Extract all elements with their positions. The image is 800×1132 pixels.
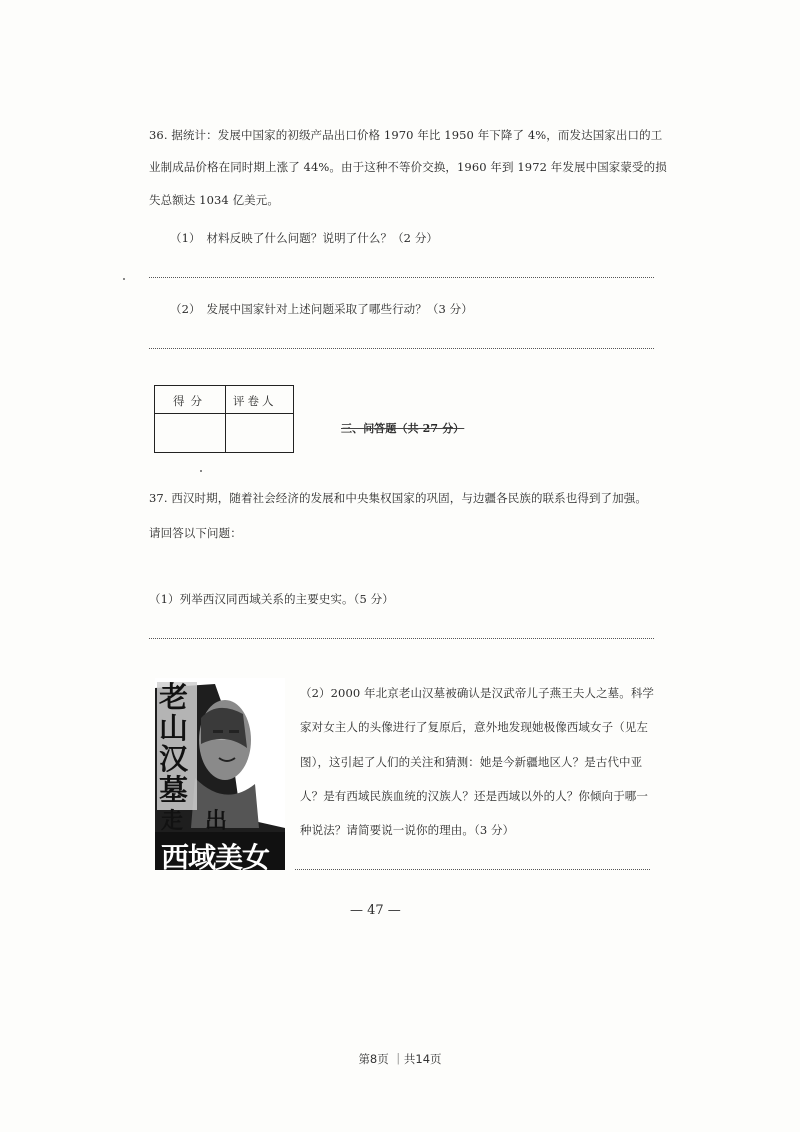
q36-subquestion-1: （1） 材料反映了什么问题？说明了什么？（2 分） [170, 231, 439, 245]
table-divider [225, 386, 226, 452]
answer-line [149, 277, 654, 278]
q36-subquestion-2: （2） 发展中国家针对上述问题采取了哪些行动？（3 分） [170, 302, 473, 316]
section-heading: 三、问答题（共 27 分） [341, 422, 465, 435]
answer-line [149, 348, 654, 349]
q37-subquestion-2-line-1: （2）2000 年北京老山汉墓被确认是汉武帝儿子燕王夫人之墓。科学 [300, 686, 655, 700]
q37-line-1: 37. 西汉时期，随着社会经济的发展和中央集权国家的巩固，与边疆各民族的联系也得到了加强。 [149, 491, 647, 505]
q37-subquestion-2-line-4: 人？是有西域民族血统的汉族人？还是西域以外的人？你倾向于哪一 [300, 789, 648, 803]
page-number: — 47 — [350, 903, 401, 918]
score-label: 得分 [173, 394, 208, 408]
q37-subquestion-2-line-5: 种说法？请简要说一说你的理由。（3 分） [300, 823, 515, 837]
picture-caption-bottom: 西域美女 [161, 841, 270, 874]
picture-caption-top: 老山汉墓 [159, 680, 189, 807]
q36-line-2: 业制成品价格在同时期上涨了 44%。由于这种不等价交换，1960 年到 1972 年发展中国家蒙受的损 [149, 160, 667, 174]
q37-line-2: 请回答以下问题： [149, 526, 242, 540]
q36-line-1: 36. 据统计：发展中国家的初级产品出口价格 1970 年比 1950 年下降了 4%，而发达国家出口的工 [149, 128, 663, 142]
q37-subquestion-1: （1）列举西汉同西域关系的主要史实。（5 分） [149, 592, 394, 606]
q36-line-3: 失总额达 1034 亿美元。 [149, 193, 279, 207]
page-footer: 第8页 ｜共14页 [358, 1052, 442, 1066]
answer-line [149, 638, 654, 639]
picture-caption-middle: 走出 [161, 809, 250, 834]
scan-speck [200, 470, 202, 472]
western-regions-woman-picture [155, 678, 285, 874]
answer-line [295, 869, 650, 870]
q37-subquestion-2-line-3: 图），这引起了人们的关注和猜测：她是今新疆地区人？是古代中亚 [300, 755, 643, 769]
grader-label: 评卷人 [233, 394, 277, 408]
q37-subquestion-2-line-2: 家对女主人的头像进行了复原后，意外地发现她极像西域女子（见左 [300, 720, 648, 734]
scan-speck [123, 278, 125, 280]
score-table [154, 385, 294, 453]
table-divider [155, 413, 293, 414]
